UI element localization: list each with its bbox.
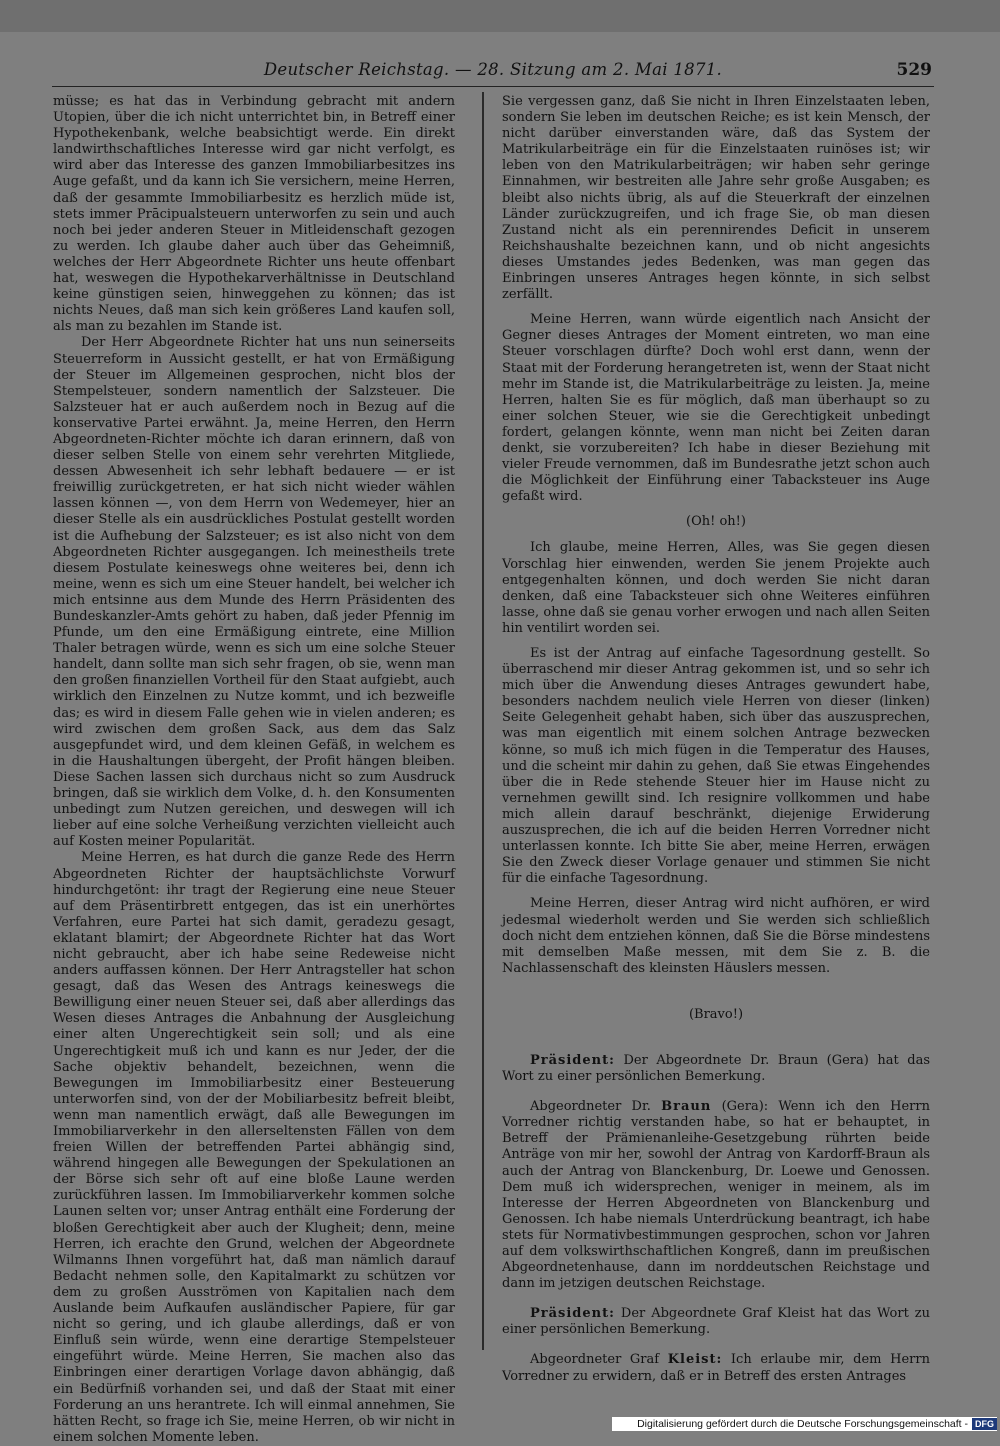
column-divider <box>482 92 484 1350</box>
credit-text: Digitalisierung gefördert durch die Deutsche Forschungsgemeinschaft - <box>637 1418 968 1430</box>
paragraph: Sie vergessen ganz, daß Sie nicht in Ihren Einzelstaaten leben, sondern Sie leben im deutschen Reiche; es ist kein Mensch, der nicht darüber einverstanden wäre, daß das System der Matrikularbeiträge ein für die Einzelstaaten ruinöses ist; wir leben von den Matrikularbeiträgen; wir haben sehr geringe Einnahmen, wir bestreiten alle Jahre sehr große Ausgaben; es bleibt also nichts übrig, als auf die Steuerkraft der einzelnen Länder zurückzugreifen, und ich frage Sie, ob man diesen Zustand nicht als ein perennirendes Deficit in unserem Reichshaushalte bezeichnen kann, und ob nicht angesichts dieses Umstandes jedes Bedenken, was man gegen das Einbringen unseres Antrages hegen könnte, in sich selbst zerfällt. <box>502 94 930 303</box>
speech-text: Der Abgeordnete Graf Kleist hat das Wort zu einer persönlichen Bemerkung. <box>502 1306 930 1338</box>
paragraph: müsse; es hat das in Verbindung gebracht mit andern Utopien, über die ich nicht unterrichtet bin, in Betreff einer Hypothekenbank, welche beabsichtigt werde. Ein direkt landwirthschaftliches Interesse wird gar nicht verfolgt, es wird aber das Interesse des ganzen Immobiliarbesitzes ins Auge gefaßt, und da kann ich Sie versichern, meine Herren, daß der gesammte Immobiliarbesitz es herzlich müde ist, stets immer Prācipualsteuern unterworfen zu sein und auch noch bei jeder anderen Steuer in Mitleidenschaft gezogen zu werden. Ich glaube daher auch über das Geheimniß, welches der Herr Abgeordnete Richter uns heute offenbart hat, weswegen die Hypothekarverhältnisse in Deutschland keine günstigen seien, hinweggehen zu können; das ist nichts Neues, daß man sich kein größeres Land kaufen soll, als man zu bezahlen im Stande ist. <box>53 94 455 335</box>
speech-braun <box>502 1099 930 1292</box>
interjection: (Oh! oh!) <box>686 514 746 530</box>
page-number: 529 <box>896 60 932 80</box>
paragraph: Meine Herren, es hat durch die ganze Rede des Herrn Abgeordneten Richter der hauptsächlichste Vorwurf hindurchgetönt: ihr tragt der Regierung eine neue Steuer auf dem Präsentirbrett entgegen, das ist ein unerhörtes Verfahren, eure Partei hat sich damit, geradezu gesagt, eklatant blamirt; der Abgeordnete Richter hat das Wort nicht gebraucht, aber ich habe seine Redeweise nicht anders auffassen können. Der Herr Antragsteller hat schon gesagt, daß das Wesen des Antrags keineswegs die Bewilligung einer neuen Steuer sei, daß aber allerdings das Wesen dieses Antrages die Anbahnung der Ausgleichung einer alten Ungerechtigkeit sein soll; und als eine Ungerechtigkeit muß ich und kann es nur Jeder, der die Sache objektiv behandelt, bezeichnen, wenn die Bewegungen im Immobiliarbesitz einer Besteuerung unterworfen sind, von der der Mobiliarbesitz befreit bleibt, wenn man namentlich erwägt, daß alle Bewegungen im Immobiliarverkehr in den allerseltensten Fällen von dem freien Willen der betreffenden Partei abhängig sind, während hingegen alle Bewegungen der Spekulationen an der Börse sich sehr oft auf eine bloße Laune werden zurückführen lassen. Im Immobiliarverkehr kommen solche Launen selten vor; unser Antrag enthält eine Forderung der bloßen Gerechtigkeit aber auch der Klugheit; denn, meine Herren, ich erachte den Grund, welchen der Abgeordnete Wilmanns Ihnen vorgeführt hat, daß man nämlich darauf Bedacht nehmen solle, den Kapitalmarkt zu schützen vor dem zu großen Ausströmen von Kapitalien nach dem Auslande beim Aufkaufen ausländischer Papiere, für gar nicht so gering, und ich glaube allerdings, daß er von Einfluß sein würde, wenn eine derartige Stempelsteuer eingeführt würde. Meine Herren, Sie machen also das Einbringen einer derartigen Vorlage davon abhängig, daß ein Bedürfniß vorhanden sei, und daß der Staat mit einer Forderung an uns herantrete. Ich will einmal annehmen, Sie hätten Recht, so frage ich Sie, meine Herren, ob wir nicht in einem solchen Momente leben. <box>53 850 455 1445</box>
speaker-name: Kleist: <box>667 1352 723 1368</box>
speaker-label: Präsident: <box>530 1052 615 1068</box>
speech-text: Ich erlaube mir, dem Herrn Vorredner zu erwidern, daß er in Betreff des ersten Antrages <box>502 1352 930 1384</box>
page-header <box>52 58 934 87</box>
interjection: (Bravo!) <box>688 1006 744 1022</box>
speech-president <box>502 1053 930 1085</box>
speech-text: Der Abgeordnete Dr. Braun (Gera) hat das Wort zu einer persönlichen Bemerkung. <box>502 1052 930 1085</box>
paragraph: Meine Herren, wann würde eigentlich nach Ansicht der Gegner dieses Antrages der Moment eintreten, wo man eine Steuer vorschlagen dürfte? Doch wohl erst dann, wenn der Staat mit der Forderung herangetreten ist, wenn der Staat nicht mehr im Stande ist, die Matrikularbeiträge zu leisten. Ja, meine Herren, halten Sie es für möglich, daß man überhaupt so zu einer solchen Steuer, wie sie die Gerechtigkeit unbedingt fordert, gelangen könnte, wenn man nicht bei Zeiten daran denkt, sie vorzubereiten? Ich habe in dieser Beziehung mit vieler Freude vernommen, daß im Bundesrathe jetzt schon auch die Möglichkeit der Einführung einer Tabacksteuer ins Auge gefaßt wird. <box>502 312 930 505</box>
speech-president <box>502 1306 930 1338</box>
speaker-title: Abgeordneter Graf <box>530 1352 660 1368</box>
running-title: Deutscher Reichstag. — 28. Sitzung am 2. Mai 1871. <box>263 60 723 79</box>
speech-text: (Gera): Wenn ich den Herrn Vorredner richtig verstanden habe, so hat er behauptet, in Betreff der Prämienanleihe-Gesetzgebung rührten beide Anträge von mir her, sowohl der Antrag von Kardorff-Braun als auch der Antrag von Blanckenburg, Dr. Loewe und Genossen. Dem muß ich widersprechen, weniger in meinem, als im Interesse der Herren Abgeordneten von Blanckenburg und Genossen. Ich habe niemals Unterdrückung beantragt, ich habe stets für Normativbestimmungen gesprochen, schon vor Jahren auf dem volkswirthschaftlichen Kongreß, dann im preußischen Abgeordnetenhause, dann im norddeutschen Reichstage und dann im jetzigen deutschen Reichstage. <box>502 1099 930 1292</box>
dfg-logo: DFG <box>972 1418 997 1430</box>
paragraph: Ich glaube, meine Herren, Alles, was Sie gegen diesen Vorschlag hier einwenden, werden Sie jenem Projekte auch entgegenhalten können, und doch werden Sie nicht daran denken, daß eine Tabacksteuer sich ohne Weiteres einführen lasse, ohne daß sie genau vorher erwogen und nach allen Seiten hin ventilirt worden sei. <box>502 540 930 636</box>
digitization-credit <box>612 1417 997 1431</box>
left-column <box>53 94 455 1445</box>
paragraph: Meine Herren, dieser Antrag wird nicht aufhören, er wird jedesmal wiederholt werden und Sie werden sich schließlich doch nicht dem entziehen können, daß Sie die Börse mindestens mit demselben Maße messen, mit dem Sie z. B. die Nachlassenschaft des kleinsten Häuslers messen. <box>502 896 930 976</box>
paragraph: Der Herr Abgeordnete Richter hat uns nun seinerseits Steuerreform in Aussicht gestellt, er hat von Ermäßigung der Steuer im Allgemeinen gesprochen, nicht blos der Stempelsteuer, sondern namentlich der Salzsteuer. Die Salzsteuer hat er auch außerdem noch in Bezug auf die konservative Partei erwähnt. Ja, meine Herren, den Herrn Abgeordneten-Richter möchte ich daran erinnern, daß von dieser selben Stelle von einem sehr verehrten Mitgliede, dessen Abwesenheit ich sehr lebhaft bedauere — er ist freiwillig zurückgetreten, er hat sich nicht wieder wählen lassen können —, von dem Herrn von Wedemeyer, hier an dieser Stelle als ein ausdrückliches Postulat gestellt worden ist die Aufhebung der Salzsteuer; es ist also nicht von dem Abgeordneten Richter ausgegangen. Ich meinestheils trete diesem Postulate keineswegs ohne weiteres bei, denn ich meine, wenn es sich um eine Steuer handelt, bei welcher ich mich entsinne aus dem Munde des Herrn Präsidenten des Bundeskanzler-Amts gehört zu haben, daß jeder Pfennig im Pfunde, um den eine Ermäßigung eintrete, eine Million Thaler betragen würde, wenn es sich um eine solche Steuer handelt, dann sollte man sich sehr fragen, ob sie, wenn man den großen finanziellen Vortheil für den Staat aufgiebt, auch wirklich den Einzelnen zu Nutze kommt, und ich bezweifle das; es wird in diesem Falle gehen wie in vielen anderen; es wird zwischen dem großen Sack, aus dem das Salz ausgepfundet wird, und dem kleinen Gefäß, in welchem es in die Haushaltungen übergeht, der Profit hängen bleiben. Diese Sachen lassen sich durchaus nicht so zum Ausdruck bringen, daß sie wirklich dem Volke, d. h. den Konsumenten unbedingt zum Nutzen gereichen, und deswegen will ich lieber auf eine solche Verheißung verzichten vielleicht auch auf Kosten meiner Popularität. <box>53 335 455 850</box>
speaker-label: Präsident: <box>530 1306 615 1322</box>
speaker-title: Abgeordneter Dr. <box>530 1099 651 1115</box>
speaker-name: Braun <box>661 1099 712 1115</box>
paragraph: Es ist der Antrag auf einfache Tagesordnung gestellt. So überraschend mir dieser Antrag gekommen ist, und so sehr ich mich über die Anwendung dieses Antrages gewundert habe, besonders nachdem neulich viele Herren von dieser (linken) Seite Gelegenheit gehabt haben, sich über das auszusprechen, was man eigentlich mit einem solchen Antrage bezwecken könne, so muß ich mich fügen in die Temperatur des Hauses, und die scheint mir dahin zu gehen, daß Sie etwas Eingehendes über die in Rede stehende Steuer hier im Hause nicht zu vernehmen gewillt sind. Ich resignire vollkommen und habe mich allein darauf beschränkt, diejenige Erwiderung auszusprechen, die ich auf die beiden Herren Vorredner nicht unterlassen konnte. Ich bitte Sie aber, meine Herren, erwägen Sie den Zweck dieser Vorlage genauer und stimmen Sie nicht für die einfache Tagesordnung. <box>502 646 930 887</box>
right-column <box>502 94 930 1384</box>
scan-top-edge <box>0 0 1000 32</box>
speech-kleist <box>502 1352 930 1384</box>
